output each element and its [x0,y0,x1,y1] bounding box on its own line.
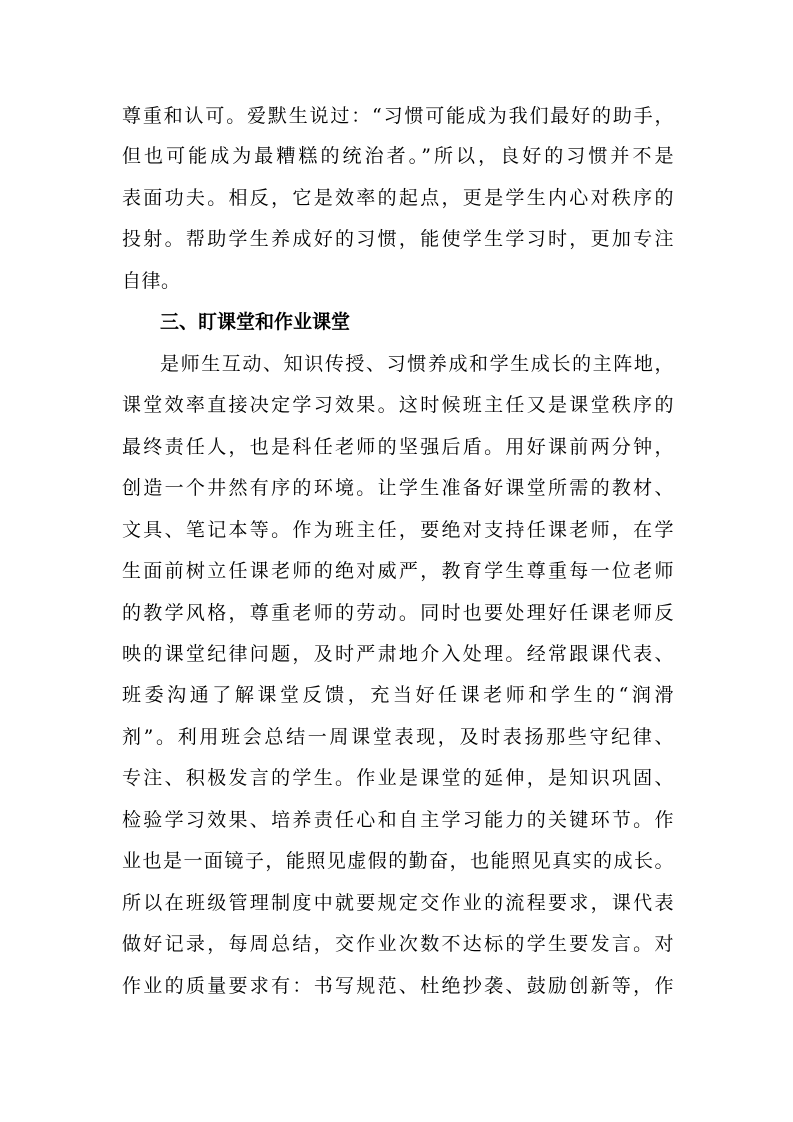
paragraph-line: 文具、笔记本等。作为班主任，要绝对支持任课老师，在学 [122,519,674,541]
paragraph-line: 自律。 [122,270,181,292]
paragraph-line: 尊重和认可。爱默生说过：“习惯可能成为我们最好的助手， [122,105,674,127]
paragraph-line: 所以在班级管理制度中就要规定交作业的流程要求，课代表 [122,892,674,914]
paragraph-line: 是师生互动、知识传授、习惯养成和学生成长的主阵地， [160,353,674,375]
paragraph-line: 作业的质量要求有：书写规范、杜绝抄袭、鼓励创新等，作 [122,975,674,997]
paragraph-line: 剂”。利用班会总结一周课堂表现，及时表扬那些守纪律、 [122,726,674,748]
paragraph-line: 业也是一面镜子，能照见虚假的勤奋，也能照见真实的成长。 [122,850,674,872]
paragraph-line: 生面前树立任课老师的绝对威严，教育学生尊重每一位老师 [122,560,674,582]
paragraph-line: 表面功夫。相反，它是效率的起点，更是学生内心对秩序的 [122,187,674,209]
paragraph-line: 映的课堂纪律问题，及时严肃地介入处理。经常跟课代表、 [122,643,674,665]
paragraph-line: 专注、积极发言的学生。作业是课堂的延伸，是知识巩固、 [122,767,674,789]
paragraph-line: 做好记录，每周总结，交作业次数不达标的学生要发言。对 [122,933,674,955]
paragraph-line: 最终责任人，也是科任老师的坚强后盾。用好课前两分钟， [122,436,674,458]
paragraph-line: 检验学习效果、培养责任心和自主学习能力的关键环节。作 [122,809,674,831]
paragraph-line: 的教学风格，尊重老师的劳动。同时也要处理好任课老师反 [122,602,674,624]
paragraph-line: 投射。帮助学生养成好的习惯，能使学生学习时，更加专注 [122,228,674,250]
paragraph-line: 创造一个井然有序的环境。让学生准备好课堂所需的教材、 [122,477,674,499]
paragraph-line: 但也可能成为最糟糕的统治者。”所以，良好的习惯并不是 [122,145,674,167]
section-heading: 三、盯课堂和作业课堂 [160,311,351,333]
paragraph-line: 课堂效率直接决定学习效果。这时候班主任又是课堂秩序的 [122,394,674,416]
paragraph-line: 班委沟通了解课堂反馈，充当好任课老师和学生的“润滑 [122,684,674,706]
